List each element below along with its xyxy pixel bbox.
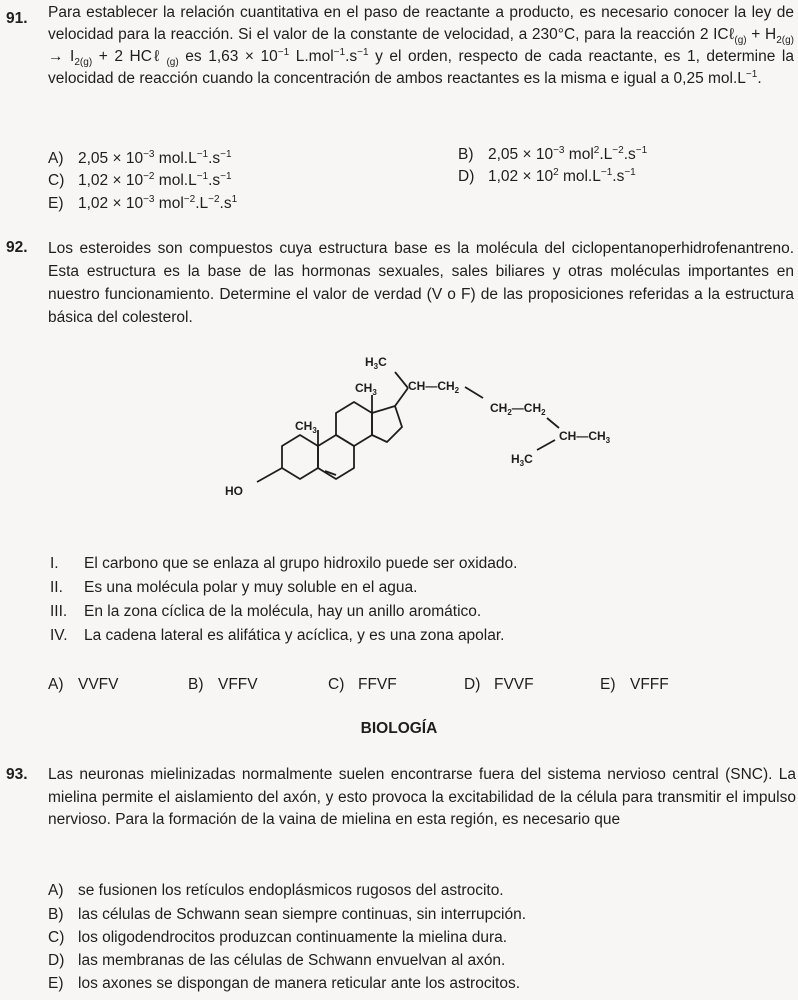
label-ch3-ab: $CH_3$	[295, 419, 317, 435]
ring-d	[372, 406, 402, 442]
option-c[interactable]: C) los oligodendrocitos produzcan continuamente la mielina dura.	[48, 929, 508, 946]
answer-e[interactable]: E) VFFF	[600, 676, 669, 693]
label-ho: HO	[225, 484, 243, 498]
question-number: 92.	[6, 239, 28, 256]
answer-d[interactable]: D) FVVF	[464, 676, 534, 693]
question-text: Para establecer la relación cuantitativa en el paso de reactante a producto, es necesario conocer la ley de velocidad para la reacción. Si el valor de la constante de velocidad, a 230°C, para la reacción 2 ICℓ$_{(g)}$ + $H_{2(g)} \to I_{2(g)} + 2$ HCℓ $_{(g)}$ es $1,63 \times 10^{-1}$ $L.mol^{-1}.s^{-1}$ y el orden, respecto de cada reactante, es 1, determine la velocidad de reacción cuando la concentración de ambos reactantes es la misma e igual a 0,25 $mol.L^{-1}$.	[48, 4, 795, 87]
question-number: 93.	[6, 766, 28, 783]
proposition-1: I. El carbono que se enlaza al grupo hidroxilo puede ser oxidado.	[50, 555, 518, 572]
ring-b	[318, 435, 354, 479]
label-h3c-bottom: $H_3C$	[511, 452, 533, 468]
proposition-3: III. En la zona cíclica de la molécula, hay un anillo aromático.	[50, 603, 482, 620]
label-h3c-top: $H_3C$	[365, 355, 387, 371]
option-a[interactable]: A) $2,05 \times 10^{-3}$ $mol.L^{-1}.s^{-1}$	[48, 148, 232, 167]
proposition-2: II. Es una molécula polar y muy soluble en el agua.	[50, 579, 418, 596]
option-d[interactable]: D) las membranas de las células de Schwann envuelvan al axón.	[48, 952, 506, 969]
answer-a[interactable]: A) VVFV	[48, 676, 119, 693]
question-number: 91.	[6, 10, 28, 27]
question-text: Las neuronas mielinizadas normalmente suelen encontrarse fuera del sistema nervioso central (SNC). La mielina permite el aislamiento del axón, y esto provoca la excitabilidad de la célula para transmitir el impulso nervioso. Para la formación de la vaina de mielina en esta región, es necesario que	[48, 766, 796, 828]
ring-a	[282, 435, 318, 479]
option-c[interactable]: C) $1,02 \times 10^{-2}$ $mol.L^{-1}.s^{-1}$	[48, 170, 232, 189]
option-b[interactable]: B) $2,05 \times 10^{-3}$ $mol^2.L^{-2}.s^{-1}$	[458, 144, 648, 163]
answer-b[interactable]: B) VFFV	[188, 676, 258, 693]
label-ch-ch2: $CH—CH_2$	[408, 379, 460, 395]
ring-c	[336, 402, 372, 446]
proposition-4: IV. La cadena lateral es alifática y acíclica, y es una zona apolar.	[50, 627, 505, 644]
label-ch3-cd: $CH_3$	[355, 381, 377, 397]
option-b[interactable]: B) las células de Schwann sean siempre continuas, sin interrupción.	[48, 906, 527, 923]
option-d[interactable]: D) $1,02 \times 10^2$ $mol.L^{-1}.s^{-1}$	[458, 166, 636, 185]
label-ch2-ch2: $CH_2—CH_2$	[490, 401, 546, 417]
option-a[interactable]: A) se fusionen los retículos endoplásmicos rugosos del astrocito.	[48, 882, 504, 899]
answer-c[interactable]: C) FFVF	[328, 676, 397, 693]
section-title: BIOLOGÍA	[360, 720, 438, 737]
label-ch-ch3: $CH—CH_3$	[559, 429, 611, 445]
question-text: Los esteroides son compuestos cuya estructura base es la molécula del ciclopentanoperhidrofenantreno. Esta estructura es la base de las hormonas sexuales, sales biliares y otras moléculas importantes en nuestro funcionamiento. Determine el valor de verdad (V o F) de las proposiciones referidas a la estructura básica del colesterol.	[48, 240, 794, 326]
option-e[interactable]: E) $1,02 \times 10^{-3}$ $mol^{-2}.L^{-2}.s^1$	[48, 193, 238, 212]
cholesterol-structure	[215, 350, 645, 520]
option-e[interactable]: E) los axones se dispongan de manera reticular ante los astrocitos.	[48, 975, 520, 992]
